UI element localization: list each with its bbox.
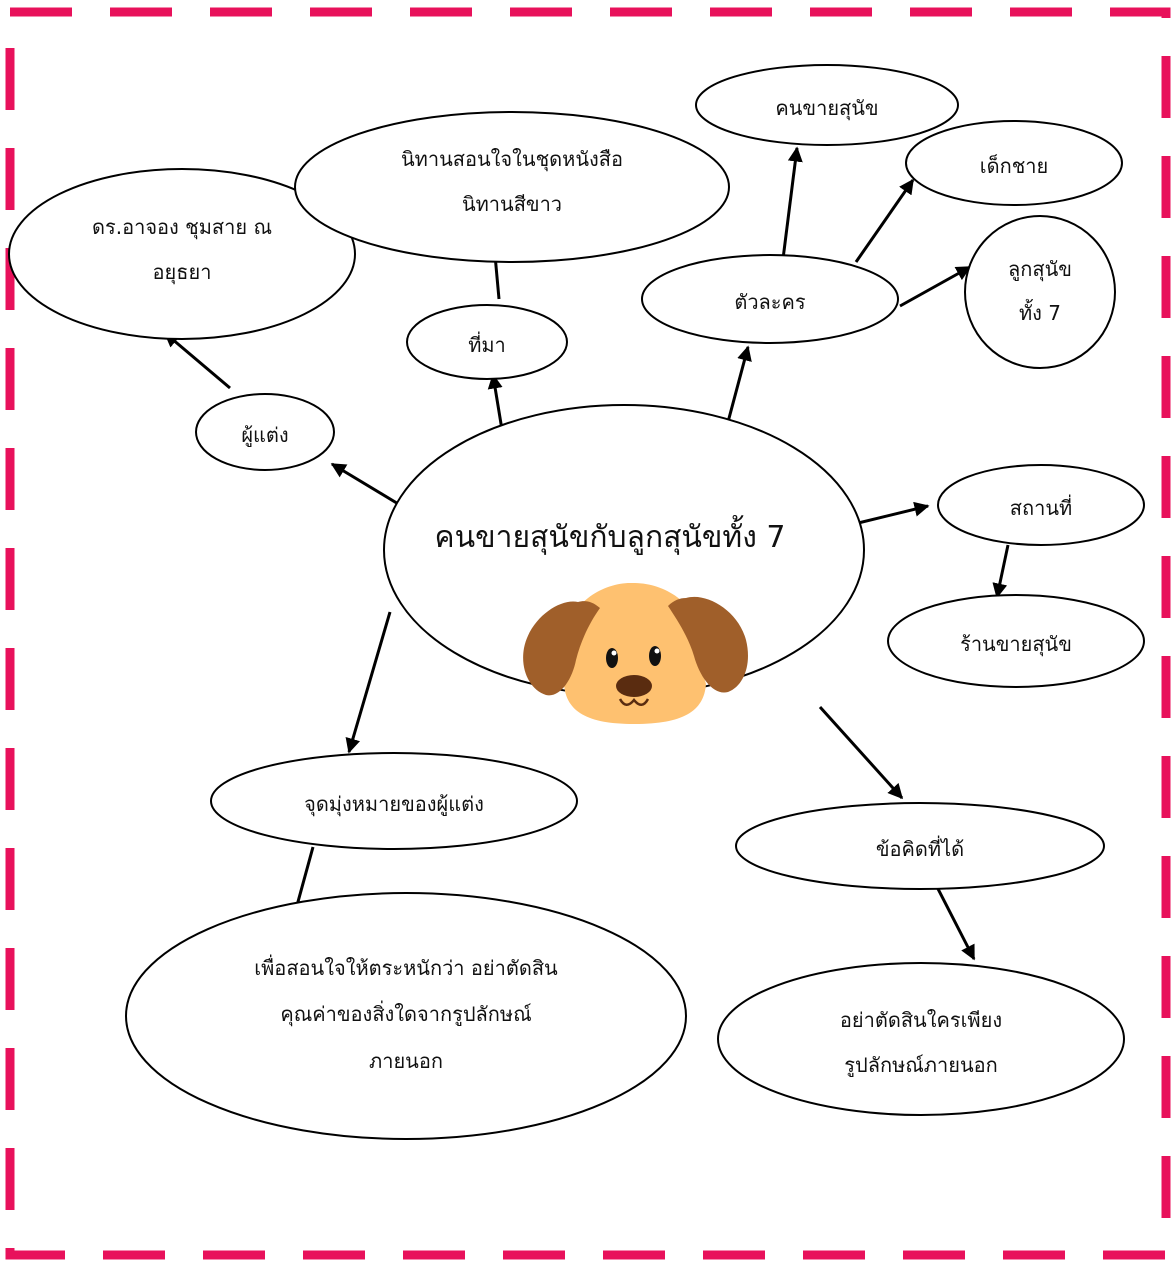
node-lesson-detail-line2: รูปลักษณ์ภายนอก bbox=[844, 1053, 998, 1077]
node-purpose bbox=[211, 753, 577, 849]
node-char-boy-label: เด็กชาย bbox=[979, 154, 1049, 178]
center-title: คนขายสุนัขกับลูกสุนัขทั้ง 7 bbox=[434, 520, 786, 555]
node-author-name-line1: ดร.อาจอง ชุมสาย ณ bbox=[91, 215, 273, 239]
edge-place-detail bbox=[997, 545, 1008, 597]
node-source-detail-line2: นิทานสีขาว bbox=[461, 192, 563, 216]
edge-center-place bbox=[850, 506, 928, 525]
edge-center-author bbox=[332, 464, 405, 508]
node-place-label: สถานที่ bbox=[1009, 496, 1073, 520]
node-source bbox=[407, 305, 567, 379]
edge-center-characters bbox=[728, 347, 748, 422]
node-place-detail-label: ร้านขายสุนัข bbox=[960, 632, 1072, 656]
node-purpose-detail-line1: เพื่อสอนใจให้ตระหนักว่า อย่าตัดสิน bbox=[254, 956, 558, 980]
node-purpose-detail bbox=[126, 893, 686, 1139]
node-char-seller bbox=[696, 65, 958, 145]
node-author-name-line2: อยุธยา bbox=[152, 260, 212, 284]
edge-center-lesson bbox=[820, 707, 902, 798]
edge-characters-seller bbox=[783, 148, 797, 259]
edge-characters-puppies bbox=[900, 267, 970, 306]
node-place bbox=[938, 465, 1144, 545]
node-char-seller-label: คนขายสุนัข bbox=[775, 96, 879, 120]
node-characters bbox=[642, 255, 898, 343]
node-lesson-detail bbox=[718, 963, 1124, 1115]
node-purpose-label: จุดมุ่งหมายของผู้แต่ง bbox=[304, 792, 484, 816]
node-lesson bbox=[736, 803, 1104, 889]
node-char-puppies bbox=[965, 216, 1115, 368]
node-purpose-detail-line3: ภายนอก bbox=[369, 1049, 443, 1073]
node-author-label: ผู้แต่ง bbox=[241, 423, 289, 447]
node-lesson-label: ข้อคิดที่ได้ bbox=[875, 837, 965, 861]
node-source-detail bbox=[295, 112, 729, 262]
node-center bbox=[384, 405, 864, 724]
edge-center-purpose bbox=[349, 612, 390, 752]
node-source-label: ที่มา bbox=[468, 333, 506, 357]
node-author bbox=[196, 394, 334, 470]
edge-lesson-detail bbox=[935, 883, 974, 959]
node-purpose-detail-line2: คุณค่าของสิ่งใดจากรูปลักษณ์ bbox=[280, 1002, 532, 1026]
node-source-detail-line1: นิทานสอนใจในชุดหนังสือ bbox=[401, 147, 623, 171]
node-char-puppies-line1: ลูกสุนัข bbox=[1008, 257, 1072, 281]
node-characters-label: ตัวละคร bbox=[734, 290, 806, 314]
edge-author-name bbox=[165, 333, 230, 388]
node-char-boy bbox=[906, 121, 1122, 205]
node-place-detail bbox=[888, 595, 1144, 687]
edge-characters-boy bbox=[856, 180, 913, 262]
node-char-puppies-line2: ทั้ง 7 bbox=[1018, 301, 1062, 325]
node-lesson-detail-line1: อย่าตัดสินใครเพียง bbox=[839, 1008, 1003, 1032]
